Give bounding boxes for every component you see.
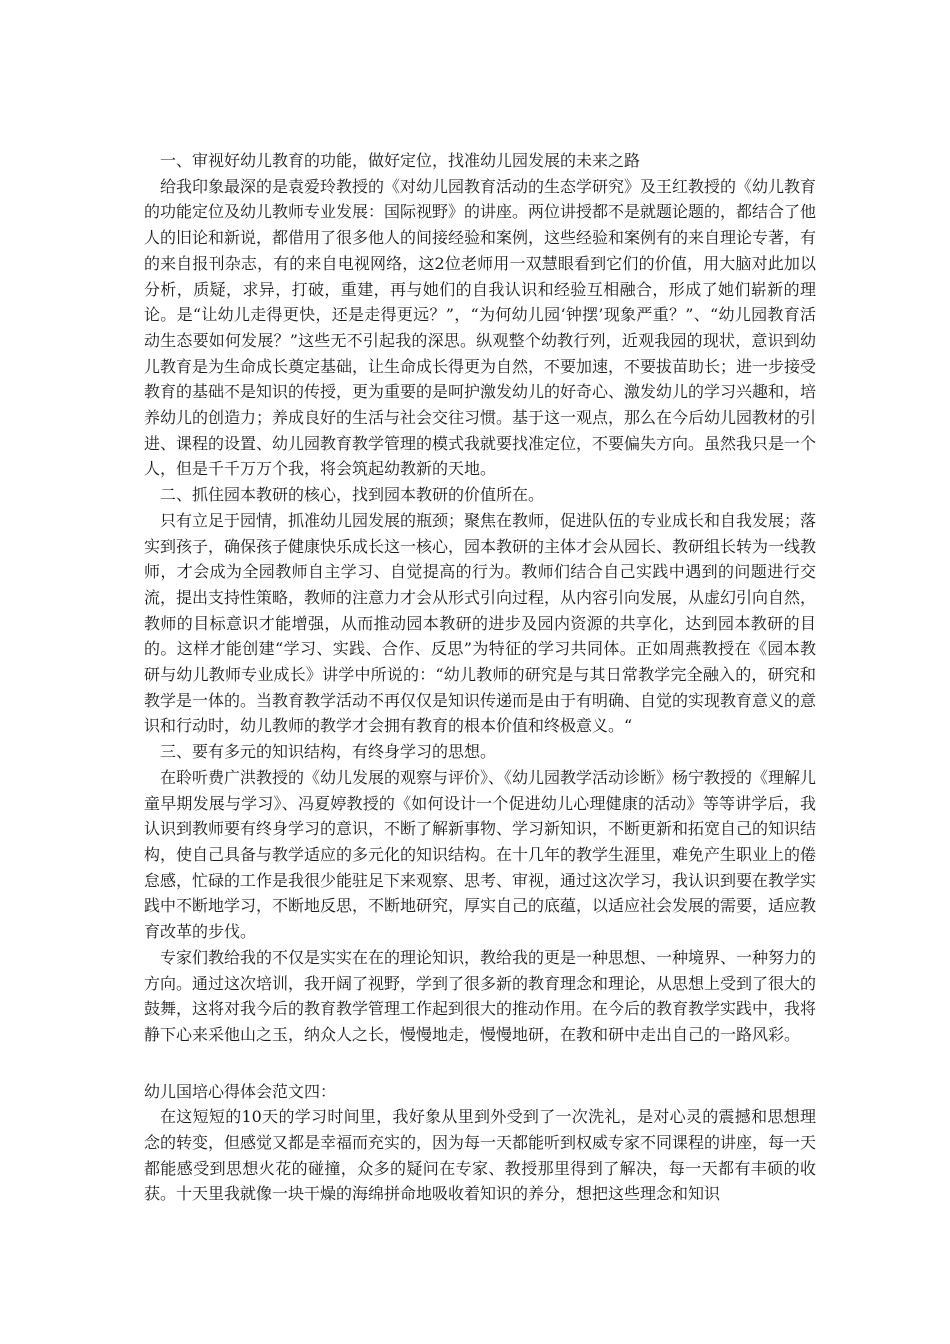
- paragraph-1: 给我印象最深的是袁爱玲教授的《对幼儿园教育活动的生态学研究》及王红教授的《幼儿教育的功能定位及幼儿教师专业发展：国际视野》的讲座。两位讲授都不是就题论题的，都结合了他人的旧论和新说，都借用了很多他人的间接经验和案例，这些经验和案例有的来自理论专著，有的来自报刊杂志，有的来自电视网络，这2位老师用一双慧眼看到它们的价值，用大脑对此加以分析，质疑，求异，打破，重建，再与她们的自我认识和经验互相融合，形成了她们崭新的理论。是“让幼儿走得更快，还是走得更远？”，“为何幼儿园‘钟摆’现象严重？”、“幼儿园教育活动生态要如何发展？”这些无不引起我的深思。纵观整个幼教行列，近观我园的现状，意识到幼儿教育是为生命成长奠定基础，让生命成长得更为自然，不要加速，不要拔苗助长；进一步接受教育的基础不是知识的传授，更为重要的是呵护激发幼儿的好奇心、激发幼儿的学习兴趣和，培养幼儿的创造力；养成良好的生活与社会交往习惯。基于这一观点，那么在今后幼儿园教材的引进、课程的设置、幼儿园教育教学管理的模式我就要找准定位，不要偏失方向。虽然我只是一个人，但是千千万万个我，将会筑起幼教新的天地。: [144, 176, 817, 479]
- paragraph-4: 专家们教给我的不仅是实实在在的理论知识，教给我的更是一种思想、一种境界、一种努力的方向。通过这次培训，我开阔了视野，学到了很多新的教育理念和理论，从思想上受到了很大的鼓舞，这将对我今后的教育教学管理工作起到很大的推动作用。在今后的教育教学实践中，我将静下心来采他山之玉，纳众人之长，慢慢地走，慢慢地研，在教和研中走出自己的一路风彩。: [144, 947, 817, 1044]
- section-heading-1: 一、审视好幼儿教育的功能，做好定位，找准幼儿园发展的未来之路: [160, 151, 641, 170]
- paragraph-5: 在这短短的10天的学习时间里，我好象从里到外受到了一次洗礼，是对心灵的震撼和思想理念的转变，但感觉又都是幸福而充实的，因为每一天都能听到权威专家不同课程的讲座，每一天都能感受到思想火花的碰撞，众多的疑问在专家、教授那里得到了解决，每一天都有丰硕的收获。十天里我就像一块干燥的海绵拼命地吸收着知识的养分，想把这些理念和知识: [144, 1107, 817, 1204]
- paragraph-3: 在聆听费广洪教授的《幼儿发展的观察与评价》、《幼儿园教学活动诊断》杨宁教授的《理解儿童早期发展与学习》、冯夏婷教授的《如何设计一个促进幼儿心理健康的活动》等等讲学后，我认识到教师要有终身学习的意识，不断了解新事物、学习新知识，不断更新和拓宽自己的知识结构，使自己具备与教学适应的多元化的知识结构。在十几年的教学生涯里，难免产生职业上的倦怠感，忙碌的工作是我很少能驻足下来观察、思考、审视，通过这次学习，我认识到要在教学实践中不断地学习，不断地反思，不断地研究，厚实自己的底蕴，以适应社会发展的需要，适应教育改革的步伐。: [144, 767, 817, 942]
- document-body: [144, 148, 816, 1207]
- section-heading-3: 三、要有多元的知识结构，有终身学习的思想。: [160, 742, 497, 762]
- paragraph-2: 只有立足于园情，抓准幼儿园发展的瓶颈；聚焦在教师，促进队伍的专业成长和自我发展；落实到孩子，确保孩子健康快乐成长这一核心，园本教研的主体才会从园长、教研组长转为一线教师，才会成为全园教师自主学习、自觉提高的行为。教师们结合自己实践中遇到的问题进行交流，提出支持性策略，教师的注意力才会从形式引向过程，从内容引向发展，从虚幻引向自然，教师的目标意识才能增强，从而推动园本教研的进步及园内资源的共享化，达到园本教研的目的。这样才能创建“学习、实践、合作、反思”为特征的学习共同体。正如周燕教授在《园本教研与幼儿教师专业成长》讲学中所说的：“幼儿教师的研究是与其日常教学完全融入的，研究和教学是一体的。当教育教学活动不再仅仅是知识传递而是由于有明确、自觉的实现教育意义的意识和行动时，幼儿教师的教学才会拥有教育的根本价值和终极意义。“: [144, 510, 817, 736]
- section-heading-2: 二、抓住园本教研的核心，找到园本教研的价值所在。: [160, 485, 545, 505]
- essay-title: 幼儿国培心得体会范文四：: [144, 1081, 337, 1101]
